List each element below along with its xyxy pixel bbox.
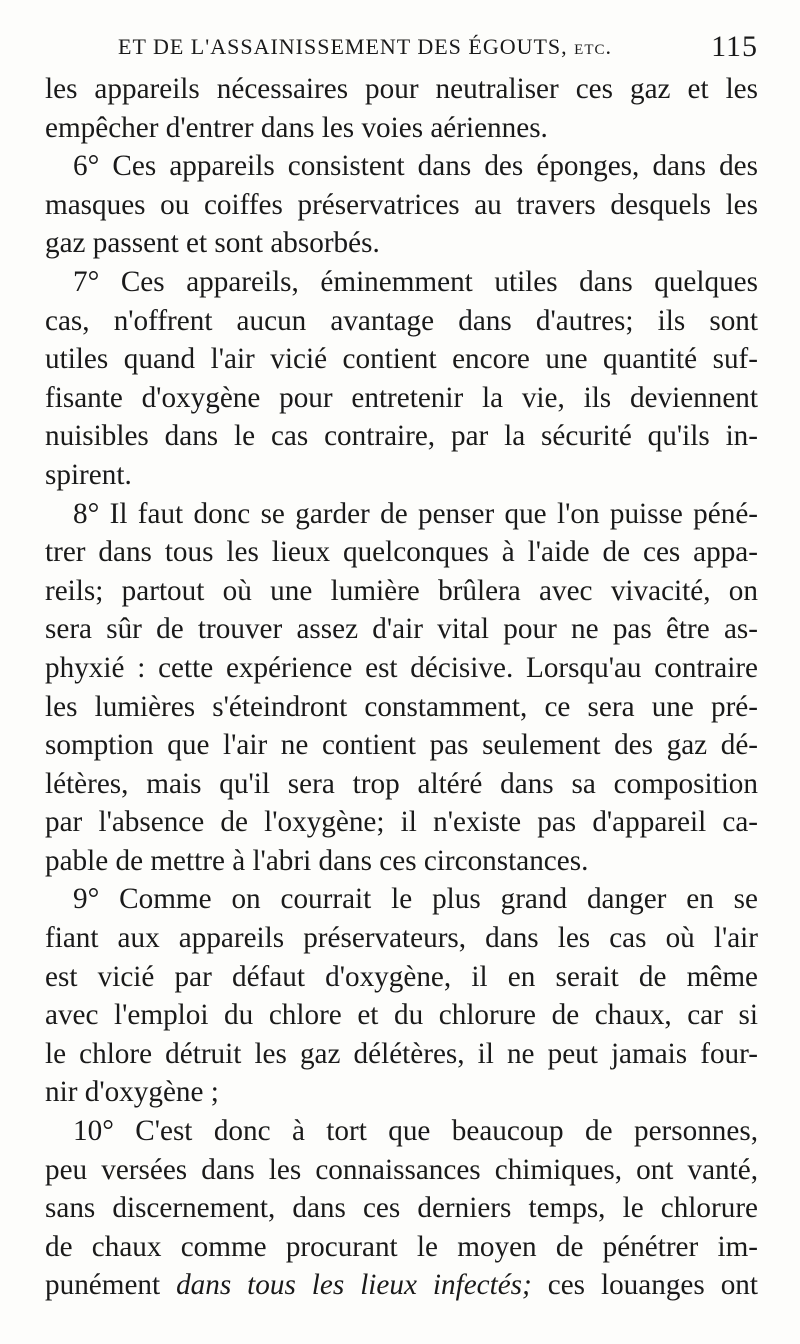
- text-line: létères, mais qu'il sera trop altéré dans sa composition: [45, 767, 758, 800]
- text-line: utiles quand l'air vicié contient encore une quantité suf-: [45, 343, 758, 376]
- text-line: 6° Ces appareils consistent dans des éponges, dans des: [73, 150, 758, 183]
- text-line: est vicié par défaut d'oxygène, il en serait de même: [45, 960, 758, 993]
- running-header-title: ET DE L'ASSAINISSEMENT DES ÉGOUTS, etc.: [118, 34, 612, 59]
- text-line: de chaux comme procurant le moyen de pénétrer im-: [45, 1230, 758, 1263]
- text-line: fisante d'oxygène pour entretenir la vie, ils deviennent: [45, 381, 758, 414]
- text-line: avec l'emploi du chlore et du chlorure de chaux, car si: [45, 999, 758, 1032]
- text-line: nir d'oxygène ;: [45, 1076, 219, 1109]
- text-line: sans discernement, dans ces derniers temps, le chlorure: [45, 1192, 758, 1225]
- running-header: [48, 30, 758, 70]
- text-line: nuisibles dans le cas contraire, par la sécurité qu'ils in-: [45, 420, 758, 453]
- text-line: fiant aux appareils préservateurs, dans les cas où l'air: [45, 922, 758, 955]
- text-line: par l'absence de l'oxygène; il n'existe pas d'appareil ca-: [45, 806, 758, 839]
- text-line: le chlore détruit les gaz délétères, il ne peut jamais four-: [45, 1037, 758, 1070]
- text-line: spirent.: [45, 458, 132, 491]
- text-line: sera sûr de trouver assez d'air vital pour ne pas être as-: [45, 613, 758, 646]
- text-line: 9° Comme on courrait le plus grand danger en se: [73, 883, 758, 916]
- text-line: gaz passent et sont absorbés.: [45, 227, 380, 260]
- text-line: les lumières s'éteindront constamment, ce sera une pré-: [45, 690, 758, 723]
- text-line: 7° Ces appareils, éminemment utiles dans quelques: [73, 265, 758, 298]
- text-line: 10° C'est donc à tort que beaucoup de personnes,: [73, 1115, 758, 1148]
- text-line: cas, n'offrent aucun avantage dans d'autres; ils sont: [45, 304, 758, 337]
- text-line: reils; partout où une lumière brûlera avec vivacité, on: [45, 574, 758, 607]
- text-line: somption que l'air ne contient pas seulement des gaz dé-: [45, 729, 758, 762]
- body-text: [45, 70, 758, 1305]
- text-line: 8° Il faut donc se garder de penser que l'on puisse péné-: [73, 497, 758, 530]
- text-line: peu versées dans les connaissances chimiques, ont vanté,: [45, 1153, 758, 1186]
- text-line-end: ces louanges ont: [547, 1269, 758, 1302]
- text-line-start: punément: [45, 1269, 177, 1302]
- text-line: trer dans tous les lieux quelconques à l'aide de ces appa-: [45, 536, 758, 569]
- text-line: les appareils nécessaires pour neutraliser ces gaz et les: [45, 73, 758, 105]
- text-line: empêcher d'entrer dans les voies aériennes.: [45, 111, 548, 144]
- text-line: phyxié : cette expérience est décisive. Lorsqu'au contraire: [45, 651, 758, 684]
- text-line: masques ou coiffes préservatrices au travers desquels les: [45, 188, 758, 221]
- italic-phrase: dans tous les lieux infectés;: [176, 1269, 548, 1302]
- page-number: 115: [711, 30, 758, 63]
- text-line: pable de mettre à l'abri dans ces circonstances.: [45, 844, 589, 877]
- text-line: [45, 1266, 758, 1305]
